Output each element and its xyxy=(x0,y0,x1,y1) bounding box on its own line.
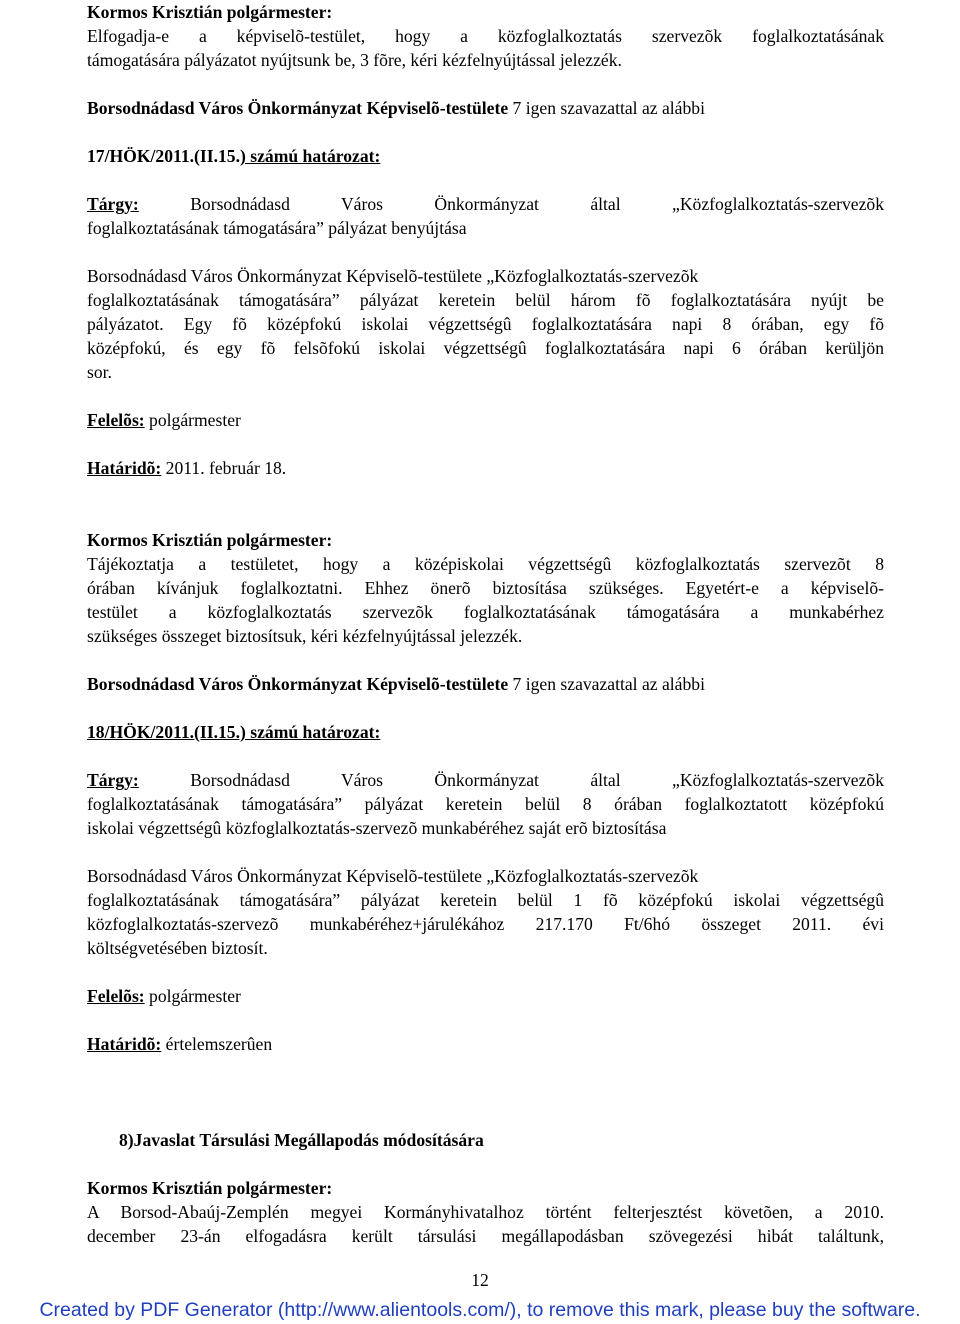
deadline-line: Határidõ: értelemszerûen xyxy=(87,1034,273,1054)
question-line: támogatására pályázatot nyújtsunk be, 3 fõre, kéri kézfelnyújtással jelezzék. xyxy=(87,50,622,70)
decision-line: Borsodnádasd Város Önkormányzat Képviselõ-testülete „Közfoglalkoztatás-szervezõk xyxy=(87,266,699,286)
decision-line: pályázatot. Egy fõ középfokú iskolai végzettségû foglalkoztatására napi 8 órában, egy fõ xyxy=(87,314,884,334)
generator-watermark: Created by PDF Generator (http://www.alientools.com/), to remove this mark, please buy the software. xyxy=(39,1299,921,1321)
info-line: A Borsod-Abaúj-Zemplén megyei Kormányhivatalhoz történt felterjesztést követõen, a 2010. xyxy=(87,1202,884,1222)
deadline-line: Határidõ: 2011. február 18. xyxy=(87,458,287,478)
vote-result: 7 igen szavazattal az alábbi xyxy=(508,674,705,694)
subject-label: Tárgy: xyxy=(87,770,139,790)
deadline-label: Határidõ: xyxy=(87,458,162,478)
council-name: Borsodnádasd Város Önkormányzat Képviselõ-testülete xyxy=(87,98,509,118)
subject-line: iskolai végzettségû közfoglalkoztatás-szervezõ munkabéréhez saját erõ biztosítása xyxy=(87,818,667,838)
subject-line: foglalkoztatásának támogatására” pályázat keretein belül 8 órában foglalkoztatott középfokú xyxy=(87,794,884,814)
document-body xyxy=(87,0,884,1248)
speaker-heading-2: Kormos Krisztián polgármester: xyxy=(87,530,333,550)
info-line: december 23-án elfogadásra került társulási megállapodásban szövegezési hibát találtunk, xyxy=(87,1226,884,1246)
section-heading-8: 8)Javaslat Társulási Megállapodás módosítására xyxy=(119,1130,484,1150)
responsible-line: Felelõs: polgármester xyxy=(87,410,241,430)
subject-line: Tárgy: Borsodnádasd Város Önkormányzat által „Közfoglalkoztatás-szervezõk xyxy=(87,770,884,790)
responsible-label: Felelõs: xyxy=(87,410,145,430)
decision-line: foglalkoztatásának támogatására” pályázat keretein belül három fõ foglalkoztatására nyújt be xyxy=(87,290,884,310)
info-line: szükséges összeget biztosítsuk, kéri kézfelnyújtással jelezzék. xyxy=(87,626,523,646)
info-line: Tájékoztatja a testületet, hogy a középiskolai végzettségû közfoglalkoztatás szervezõt 8 xyxy=(87,554,884,574)
responsible-label: Felelõs: xyxy=(87,986,145,1006)
info-line: testület a közfoglalkoztatás szervezõk foglalkoztatásának támogatására a munkabérhez xyxy=(87,602,884,622)
council-name: Borsodnádasd Város Önkormányzat Képviselõ-testülete xyxy=(87,674,509,694)
page-number: 12 xyxy=(471,1270,489,1290)
speaker-heading-3: Kormos Krisztián polgármester: xyxy=(87,1178,333,1198)
info-line: órában kívánjuk foglalkoztatni. Ehhez önerõ biztosítása szükséges. Egyetért-e a képviselõ- xyxy=(87,578,884,598)
speaker-heading-1: Kormos Krisztián polgármester: xyxy=(87,2,333,22)
decision-line: közfoglalkoztatás-szervezõ munkabéréhez+járulékához 217.170 Ft/6hó összeget 2011. évi xyxy=(87,914,884,934)
decision-line: Borsodnádasd Város Önkormányzat Képviselõ-testülete „Közfoglalkoztatás-szervezõk xyxy=(87,866,699,886)
resolution-number-1: 17/HÖK/2011.(II.15.) számú határozat: xyxy=(87,146,381,166)
vote-statement-2 xyxy=(87,672,884,696)
vote-statement-1 xyxy=(87,96,884,120)
decision-line: költségvetésében biztosít. xyxy=(87,938,268,958)
decision-line: középfokú, és egy fõ felsõfokú iskolai végzettségû foglalkoztatására napi 6 órában kerüljön xyxy=(87,338,884,358)
decision-line: sor. xyxy=(87,362,112,382)
responsible-line: Felelõs: polgármester xyxy=(87,986,241,1006)
subject-line: Tárgy: Borsodnádasd Város Önkormányzat által „Közfoglalkoztatás-szervezõk xyxy=(87,194,884,214)
subject-line: foglalkoztatásának támogatására” pályázat benyújtása xyxy=(87,218,467,238)
deadline-label: Határidõ: xyxy=(87,1034,162,1054)
vote-result: 7 igen szavazattal az alábbi xyxy=(508,98,705,118)
decision-line: foglalkoztatásának támogatására” pályázat keretein belül 1 fõ középfokú iskolai végzettségû xyxy=(87,890,884,910)
resolution-number-2: 18/HÖK/2011.(II.15.) számú határozat: xyxy=(87,722,381,742)
question-line: Elfogadja-e a képviselõ-testület, hogy a közfoglalkoztatás szervezõk foglalkoztatásának xyxy=(87,26,884,46)
subject-label: Tárgy: xyxy=(87,194,139,214)
